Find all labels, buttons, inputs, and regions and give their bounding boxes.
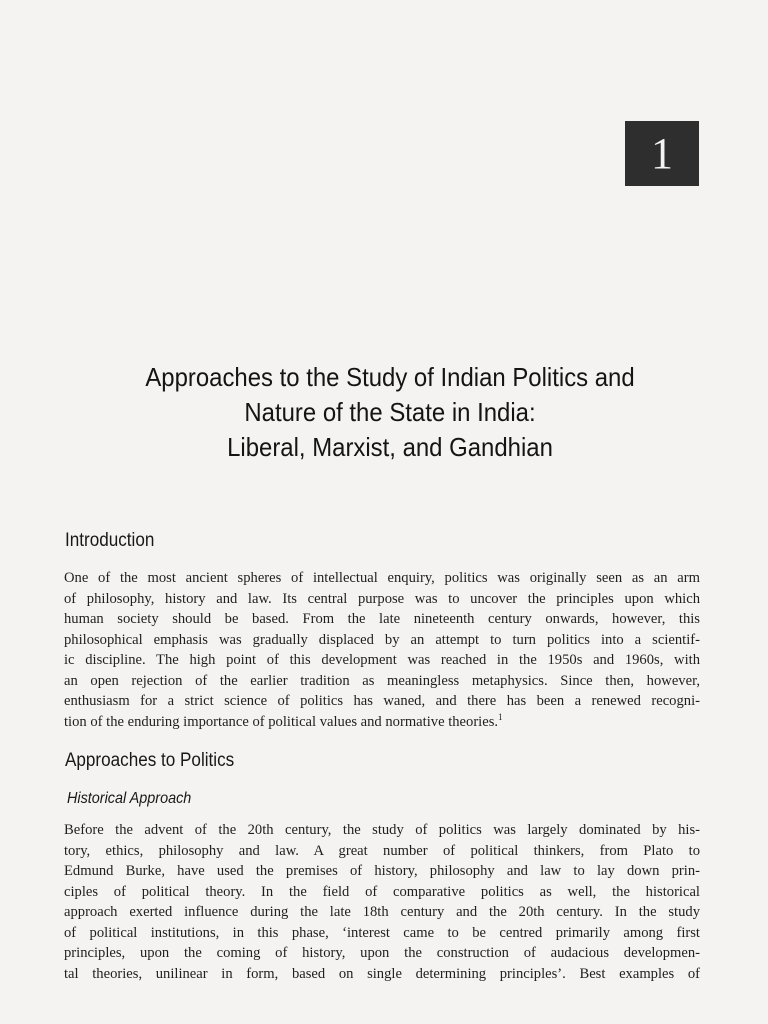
- paragraph-line: an open rejection of the earlier tradition as meaningless metaphysics. Since then, however,: [64, 672, 700, 689]
- paragraph-line: of political institutions, in this phase, ‘interest came to be centred primarily among first: [64, 924, 700, 941]
- paragraph-line: approach exerted influence during the late 18th century and the 20th century. In the study: [64, 904, 700, 920]
- chapter-title-line-1: Approaches to the Study of Indian Politics and: [145, 362, 635, 392]
- paragraph-line: One of the most ancient spheres of intellectual enquiry, politics was originally seen as an arm: [64, 570, 700, 586]
- paragraph-line: tal theories, unilinear in form, based on single determining principles’. Best examples of: [64, 965, 700, 982]
- chapter-title-line-3: Liberal, Marxist, and Gandhian: [227, 432, 553, 462]
- footnote-marker: 1: [498, 711, 503, 722]
- paragraph-line: ciples of political theory. In the field of comparative politics as well, the historical: [64, 883, 700, 900]
- paragraph-line: Edmund Burke, have used the premises of history, philosophy and law to lay down prin-: [64, 863, 700, 879]
- historical-approach-heading: Historical Approach: [67, 790, 192, 807]
- paragraph-line: human society should be based. From the late nineteenth century onwards, however, this: [64, 611, 700, 627]
- paragraph-line: philosophical emphasis was gradually displaced by an attempt to turn politics into a scientif-: [64, 631, 700, 648]
- paragraph-line: enthusiasm for a strict science of politics has waned, and there has been a renewed recogni-: [64, 693, 700, 709]
- paragraph-line: of philosophy, history and law. Its central purpose was to uncover the principles upon which: [64, 590, 700, 607]
- approaches-heading: Approaches to Politics: [65, 750, 235, 771]
- chapter-title: [86, 360, 693, 465]
- chapter-number-badge: 1: [625, 121, 699, 186]
- historical-approach-paragraph: [64, 820, 700, 984]
- paragraph-line: Before the advent of the 20th century, the study of politics was largely dominated by his-: [64, 822, 700, 838]
- chapter-title-line-2: Nature of the State in India:: [244, 397, 536, 427]
- introduction-heading: Introduction: [65, 530, 155, 551]
- paragraph-line: principles, upon the coming of history, upon the construction of audacious developmen-: [64, 945, 700, 961]
- introduction-paragraph: [64, 568, 700, 732]
- paragraph-line-last: [64, 712, 700, 733]
- paragraph-line: ic discipline. The high point of this development was reached in the 1950s and 1960s, with: [64, 652, 700, 668]
- paragraph-line-text: tion of the enduring importance of political values and normative theories.: [64, 713, 499, 730]
- paragraph-line: tory, ethics, philosophy and law. A great number of political thinkers, from Plato to: [64, 842, 700, 859]
